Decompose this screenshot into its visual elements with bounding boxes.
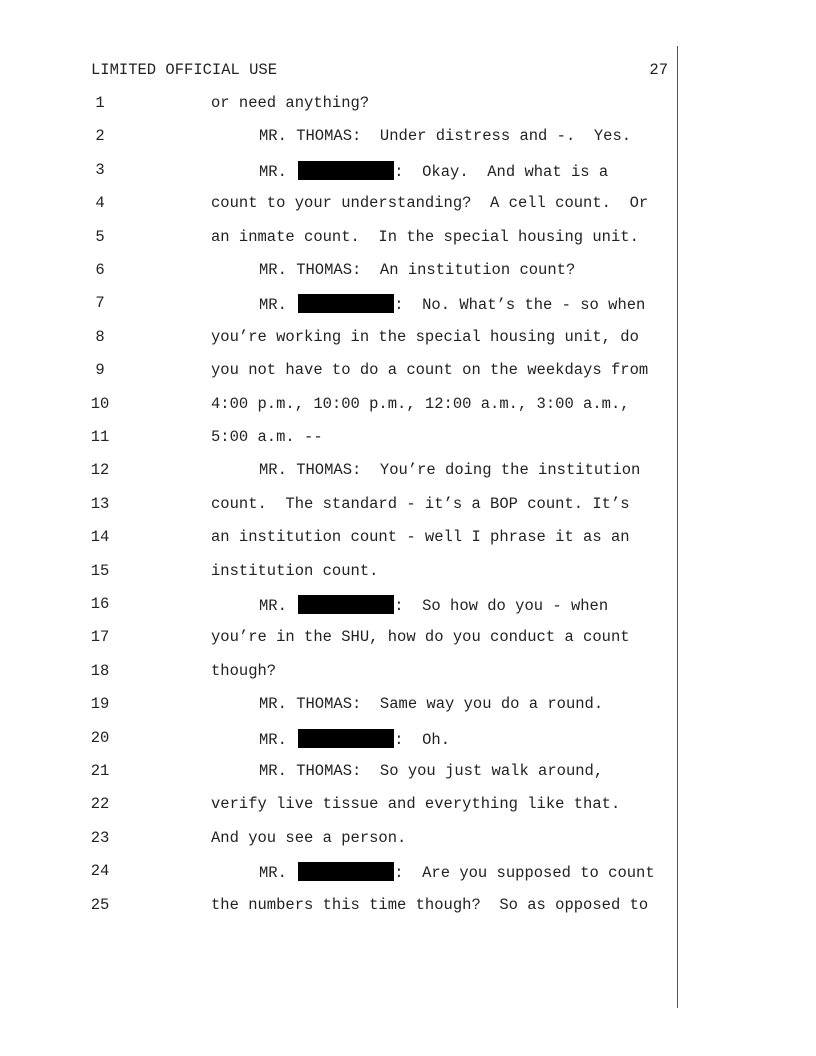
line-text-segment: 5:00 a.m. -- [211, 428, 323, 446]
redaction-box [298, 595, 394, 614]
transcript-line [0, 829, 816, 851]
line-number: 24 [90, 862, 110, 881]
line-text [211, 628, 630, 646]
line-text [259, 294, 645, 314]
line-number: 14 [90, 528, 110, 547]
transcript-line [0, 795, 816, 817]
transcript-line [0, 194, 816, 216]
line-number: 12 [90, 461, 110, 480]
line-number: 6 [95, 261, 105, 279]
line-text [259, 762, 603, 780]
line-text-segment: : Oh. [394, 730, 451, 749]
line-text [259, 729, 450, 749]
line-text [259, 161, 608, 181]
line-number: 21 [90, 762, 110, 780]
line-text [211, 896, 648, 914]
transcript-line [0, 662, 816, 684]
line-text [259, 261, 575, 279]
line-text-segment: though? [211, 661, 277, 680]
line-text [211, 795, 620, 813]
line-number: 15 [90, 561, 110, 580]
line-number: 8 [95, 327, 105, 346]
line-text [211, 361, 648, 379]
transcript-line [0, 762, 816, 784]
line-text-segment: And you see a person. [211, 828, 407, 847]
line-text-segment: an inmate count. In the special housing unit. [211, 227, 639, 246]
transcript-line [0, 862, 816, 884]
redaction-box [298, 862, 394, 881]
line-text [211, 228, 639, 246]
line-text [211, 528, 630, 546]
line-text [211, 562, 378, 580]
line-text-segment: count to your understanding? A cell count. Or [211, 194, 649, 213]
line-text-segment: the numbers this time though? So as opposed to [211, 895, 649, 914]
line-text-segment: MR. THOMAS: An institution count? [259, 261, 576, 279]
classification-header: LIMITED OFFICIAL USE [91, 61, 278, 79]
transcript-line [0, 562, 816, 584]
line-number: 10 [90, 394, 110, 413]
line-text [211, 428, 323, 446]
line-text [211, 829, 406, 847]
line-text [259, 695, 603, 713]
line-text [211, 662, 276, 680]
transcript-line [0, 294, 816, 316]
line-number: 25 [90, 895, 110, 914]
line-number: 9 [95, 361, 105, 380]
transcript-line [0, 461, 816, 483]
line-text-segment: MR. [259, 296, 297, 315]
line-text [259, 127, 631, 145]
line-text-segment: : Okay. And what is a [394, 162, 609, 181]
line-text [211, 194, 648, 212]
line-text-segment: count. The standard - it’s a BOP count. It’s [211, 494, 630, 513]
line-text-segment: MR. [259, 864, 297, 883]
line-text-segment: : No. What’s the - so when [394, 296, 646, 315]
line-text-segment: MR. [259, 162, 297, 181]
line-text-segment: : So how do you - when [394, 597, 609, 615]
redaction-box [298, 729, 394, 748]
line-text [211, 94, 369, 112]
line-number: 13 [90, 494, 110, 513]
line-text-segment: MR. [259, 730, 297, 749]
line-text-segment: an institution count - well I phrase it as an [211, 528, 630, 547]
line-text [211, 395, 630, 413]
transcript-line [0, 127, 816, 149]
line-number: 20 [90, 728, 110, 747]
line-number: 2 [95, 127, 105, 146]
line-text [259, 862, 655, 882]
line-number: 1 [95, 94, 105, 112]
line-number: 19 [90, 695, 110, 714]
line-text-segment: you’re in the SHU, how do you conduct a count [211, 628, 630, 647]
redaction-box [298, 161, 394, 180]
transcript-line [0, 228, 816, 250]
transcript-line [0, 896, 816, 918]
transcript-line [0, 528, 816, 550]
line-text-segment: MR. THOMAS: So you just walk around, [259, 762, 604, 780]
page-number: 27 [649, 61, 668, 79]
line-text-segment: MR. [259, 597, 297, 615]
line-number: 7 [95, 294, 105, 313]
transcript-line [0, 495, 816, 517]
line-number: 22 [90, 795, 110, 814]
line-text-segment: you not have to do a count on the weekdays from [211, 361, 649, 380]
line-text-segment: 4:00 p.m., 10:00 p.m., 12:00 a.m., 3:00 a.m., [211, 394, 630, 413]
line-number: 3 [95, 160, 105, 179]
line-text-segment: you’re working in the special housing unit, do [211, 327, 639, 346]
line-text [211, 495, 630, 513]
line-text-segment: verify live tissue and everything like that. [211, 795, 621, 814]
transcript-line [0, 695, 816, 717]
line-text [259, 595, 608, 615]
transcript-line [0, 328, 816, 350]
transcript-line [0, 361, 816, 383]
line-number: 5 [95, 227, 105, 246]
line-text-segment: : Are you supposed to count [394, 864, 655, 883]
line-text-segment: or need anything? [211, 94, 370, 112]
line-text [211, 328, 639, 346]
line-number: 17 [90, 628, 110, 647]
line-text [259, 461, 640, 479]
transcript-line [0, 428, 816, 450]
transcript-line [0, 595, 816, 617]
transcript-line [0, 628, 816, 650]
transcript-line [0, 395, 816, 417]
line-number: 23 [90, 828, 110, 847]
line-number: 4 [95, 194, 105, 213]
line-number: 16 [90, 595, 110, 613]
line-number: 18 [90, 661, 110, 680]
transcript-line [0, 94, 816, 116]
line-text-segment: institution count. [211, 561, 379, 580]
line-text-segment: MR. THOMAS: Under distress and -. Yes. [259, 127, 632, 146]
transcript-line [0, 729, 816, 751]
line-text-segment: MR. THOMAS: Same way you do a round. [259, 695, 604, 714]
transcript-line [0, 261, 816, 283]
transcript-line [0, 161, 816, 183]
line-number: 11 [90, 428, 110, 446]
redaction-box [298, 294, 394, 313]
line-text-segment: MR. THOMAS: You’re doing the institution [259, 461, 641, 480]
